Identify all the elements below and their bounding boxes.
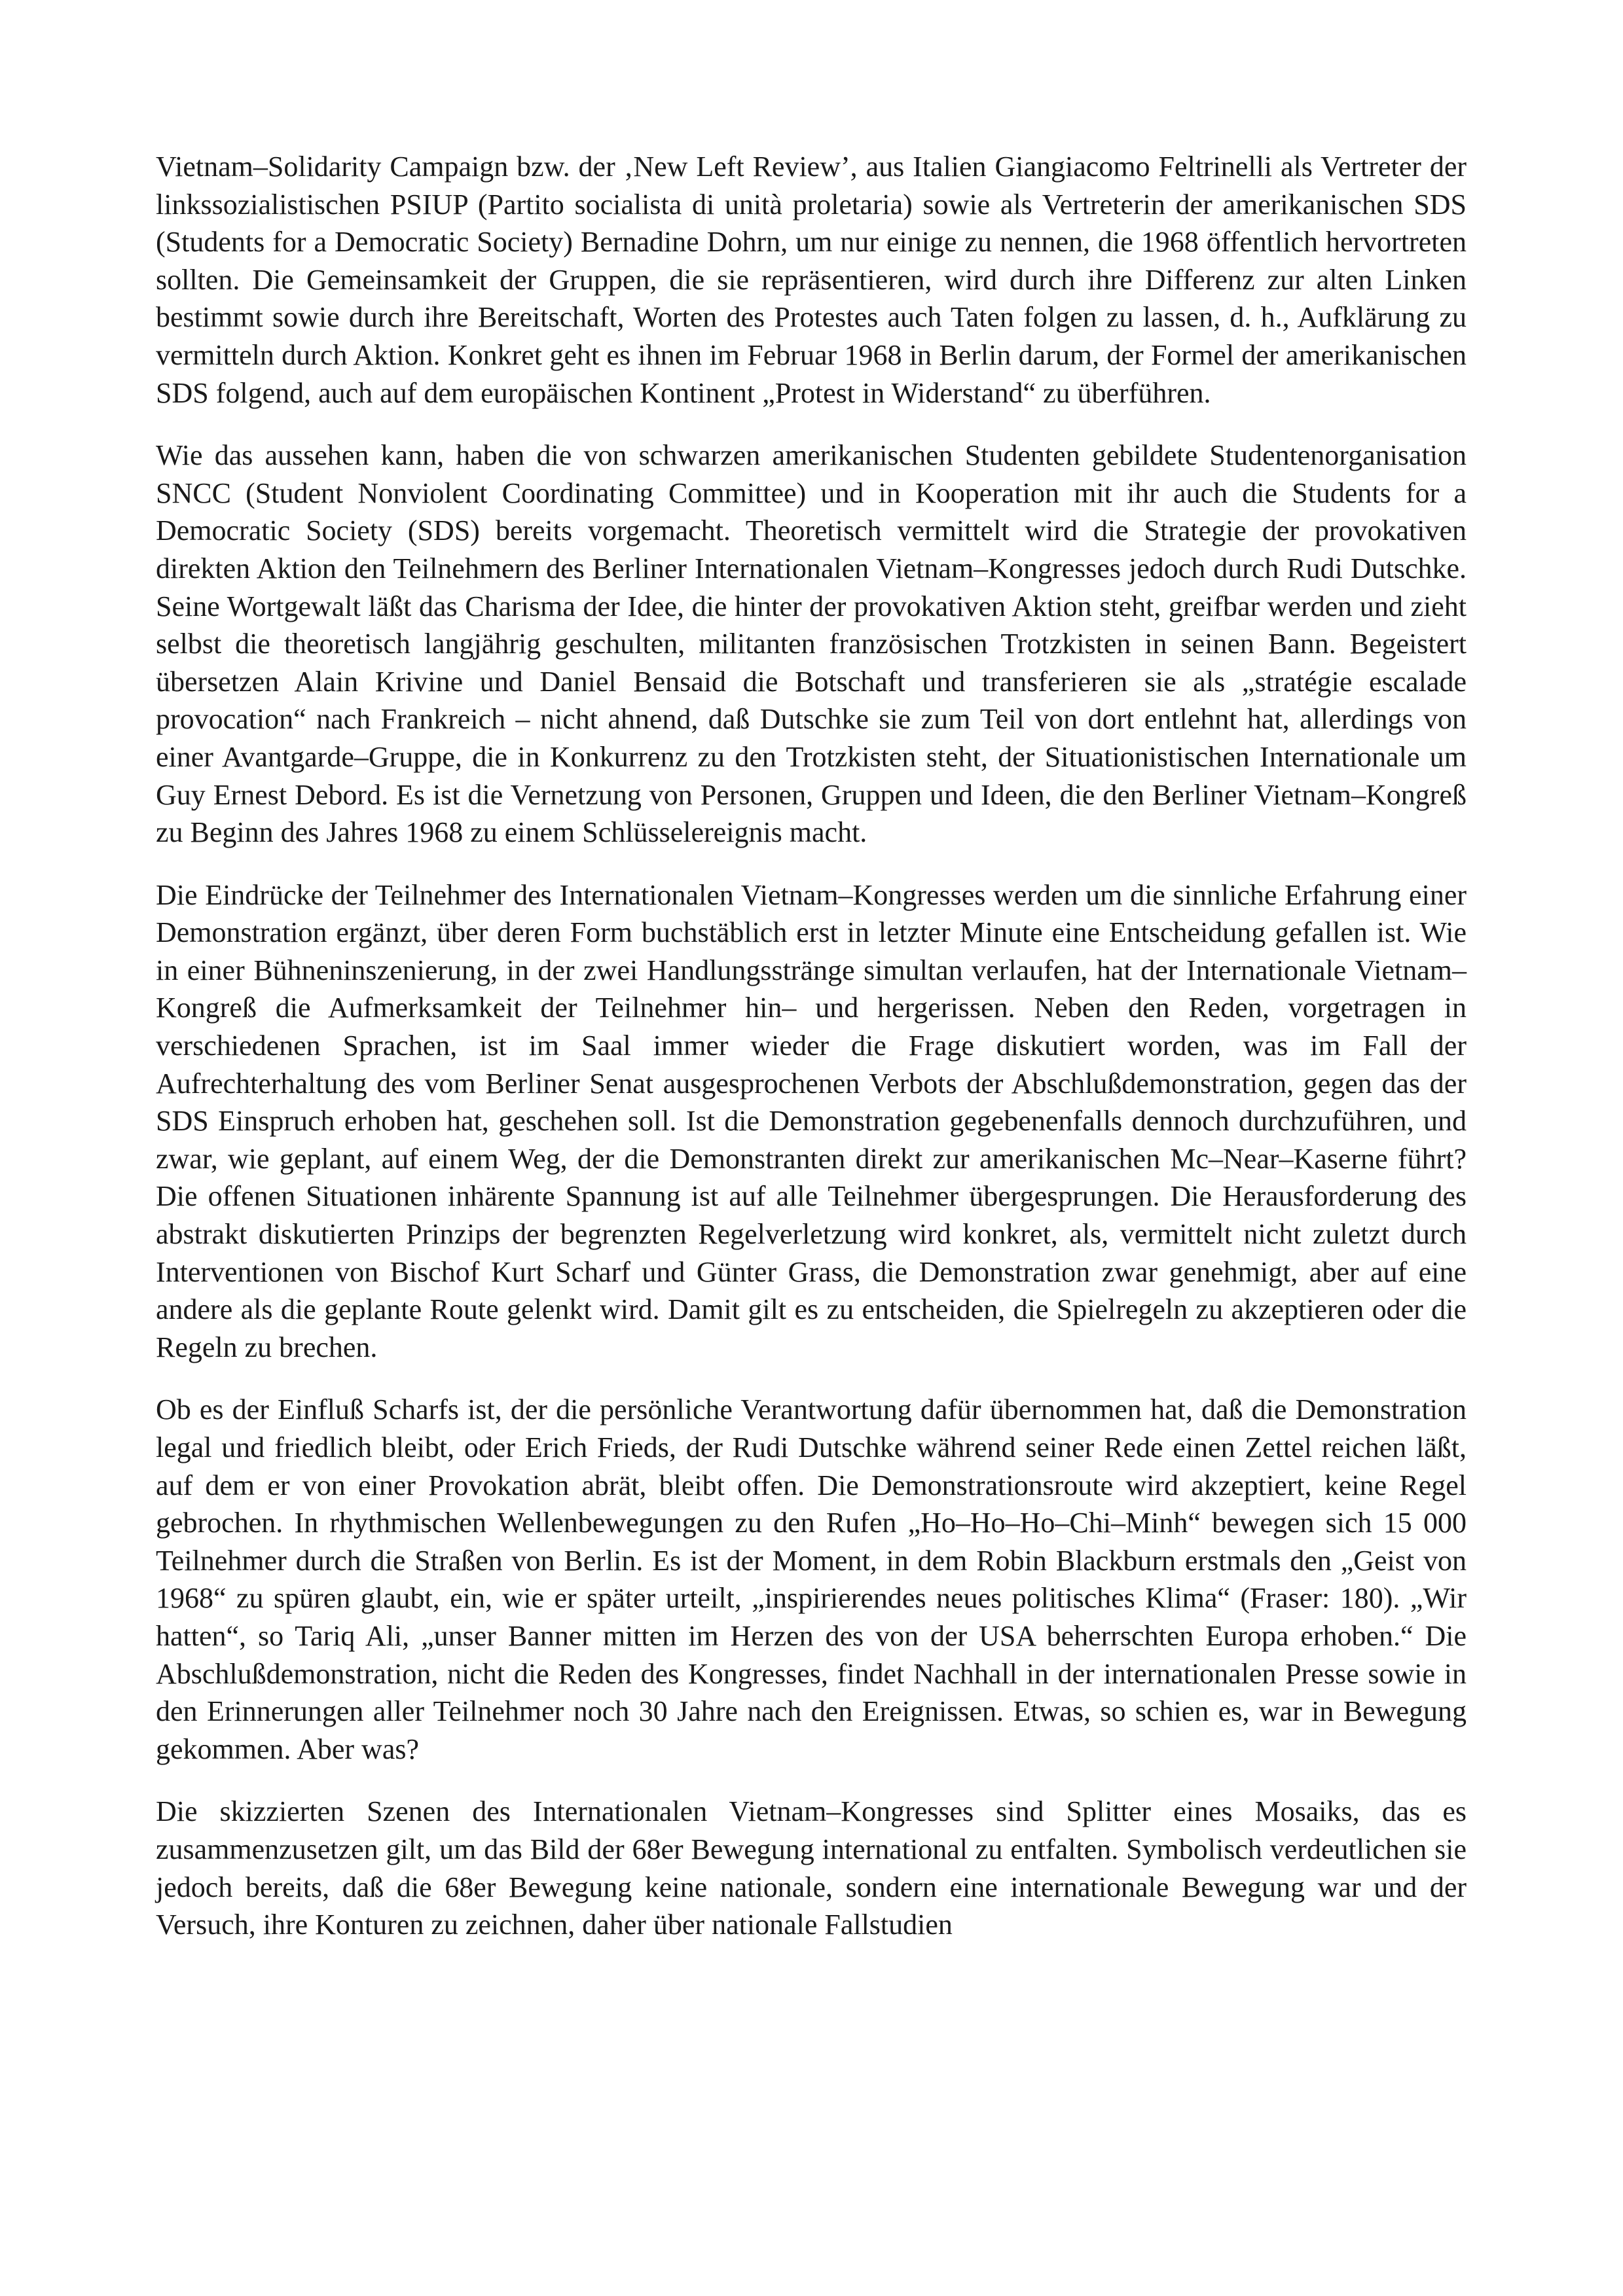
paragraph-2: Wie das aussehen kann, haben die von schwarzen amerikanischen Studenten gebildete Studentenorganisation SNCC (Student Nonviolent Coordinating Committee) und in Kooperation mit ihr auch die Students for a Democratic Society (SDS) bereits vorgemacht. Theoretisch vermittelt wird die Strategie der provokativen direkten Aktion den Teilnehmern des Berliner Internationalen Vietnam–Kongresses jedoch durch Rudi Dutschke. Seine Wortgewalt läßt das Charisma der Idee, die hinter der provokativen Aktion steht, greifbar werden und zieht selbst die theoretisch langjährig geschulten, militanten französischen Trotzkisten in seinen Bann. Begeistert übersetzen Alain Krivine und Daniel Bensaid die Botschaft und transferieren sie als „stratégie escalade provocation“ nach Frankreich – nicht ahnend, daß Dutschke sie zum Teil von dort entlehnt hat, allerdings von einer Avantgarde–Gruppe, die in Konkurrenz zu den Trotzkisten steht, der Situationistischen Internationale um Guy Ernest Debord. Es ist die Vernetzung von Personen, Gruppen und Ideen, die den Berliner Vietnam–Kongreß zu Beginn des Jahres 1968 zu einem Schlüsselereignis macht. — [156, 439, 1467, 849]
paragraph-1: Vietnam–Solidarity Campaign bzw. der ‚New Left Review’, aus Italien Giangiacomo Feltrinelli als Vertreter der linkssozialistischen PSIUP (Partito socialista di unità proletaria) sowie als Vertreterin der amerikanischen SDS (Students for a Democratic Society) Bernadine Dohrn, um nur einige zu nennen, die 1968 öffentlich hervortreten sollten. Die Gemeinsamkeit der Gruppen, die sie repräsentieren, wird durch ihre Differenz zur alten Linken bestimmt sowie durch ihre Bereitschaft, Worten des Protestes auch Taten folgen zu lassen, d. h., Aufklärung zu vermitteln durch Aktion. Konkret geht es ihnen im Februar 1968 in Berlin darum, der Formel der amerikanischen SDS folgend, auch auf dem europäischen Kontinent „Protest in Widerstand“ zu überführen. — [156, 151, 1467, 409]
paragraph-5: Die skizzierten Szenen des Internationalen Vietnam–Kongresses sind Splitter eines Mosaiks, das es zusammenzusetzen gilt, um das Bild der 68er Bewegung international zu entfalten. Symbolisch verdeutlichen sie jedoch bereits, daß die 68er Bewegung keine nationale, sondern eine internationale Bewegung war und der Versuch, ihre Konturen zu zeichnen, daher über nationale Fallstudien — [156, 1795, 1467, 1941]
paragraph-3: Die Eindrücke der Teilnehmer des Internationalen Vietnam–Kongresses werden um die sinnliche Erfahrung einer Demonstration ergänzt, über deren Form buchstäblich erst in letzter Minute eine Entscheidung gefallen ist. Wie in einer Bühneninszenierung, in der zwei Handlungsstränge simultan verlaufen, hat der Internationale Vietnam–Kongreß die Aufmerksamkeit der Teilnehmer hin– und hergerissen. Neben den Reden, vorgetragen in verschiedenen Sprachen, ist im Saal immer wieder die Frage diskutiert worden, was im Fall der Aufrechterhaltung des vom Berliner Senat ausgesprochenen Verbots der Abschlußdemonstration, gegen das der SDS Einspruch erhoben hat, geschehen soll. Ist die Demonstration gegebenenfalls dennoch durchzuführen, und zwar, wie geplant, auf einem Weg, der die Demonstranten direkt zur amerikanischen Mc–Near–Kaserne führt? Die offenen Situationen inhärente Spannung ist auf alle Teilnehmer übergesprungen. Die Herausforderung des abstrakt diskutierten Prinzips der begrenzten Regelverletzung wird konkret, als, vermittelt nicht zuletzt durch Interventionen von Bischof Kurt Scharf und Günter Grass, die Demonstration zwar genehmigt, aber auf eine andere als die geplante Route gelenkt wird. Damit gilt es zu entscheiden, die Spielregeln zu akzeptieren oder die Regeln zu brechen. — [156, 878, 1467, 1363]
body-text — [156, 148, 1467, 1944]
paragraph-4: Ob es der Einfluß Scharfs ist, der die persönliche Verantwortung dafür übernommen hat, daß die Demonstration legal und friedlich bleibt, oder Erich Frieds, der Rudi Dutschke während seiner Rede einen Zettel reichen läßt, auf dem er von einer Provokation abrät, bleibt offen. Die Demonstrationsroute wird akzeptiert, keine Regel gebrochen. In rhythmischen Wellenbewegungen zu den Rufen „Ho–Ho–Ho–Chi–Minh“ bewegen sich 15 000 Teilnehmer durch die Straßen von Berlin. Es ist der Moment, in dem Robin Blackburn erstmals den „Geist von 1968“ zu spüren glaubt, ein, wie er später urteilt, „inspirierendes neues politisches Klima“ (Fraser: 180). „Wir hatten“, so Tariq Ali, „unser Banner mitten im Herzen des von der USA beherrschten Europa erhoben.“ Die Abschlußdemonstration, nicht die Reden des Kongresses, findet Nachhall in der internationalen Presse sowie in den Erinnerungen aller Teilnehmer noch 30 Jahre nach den Ereignissen. Etwas, so schien es, war in Bewegung gekommen. Aber was? — [156, 1393, 1467, 1765]
